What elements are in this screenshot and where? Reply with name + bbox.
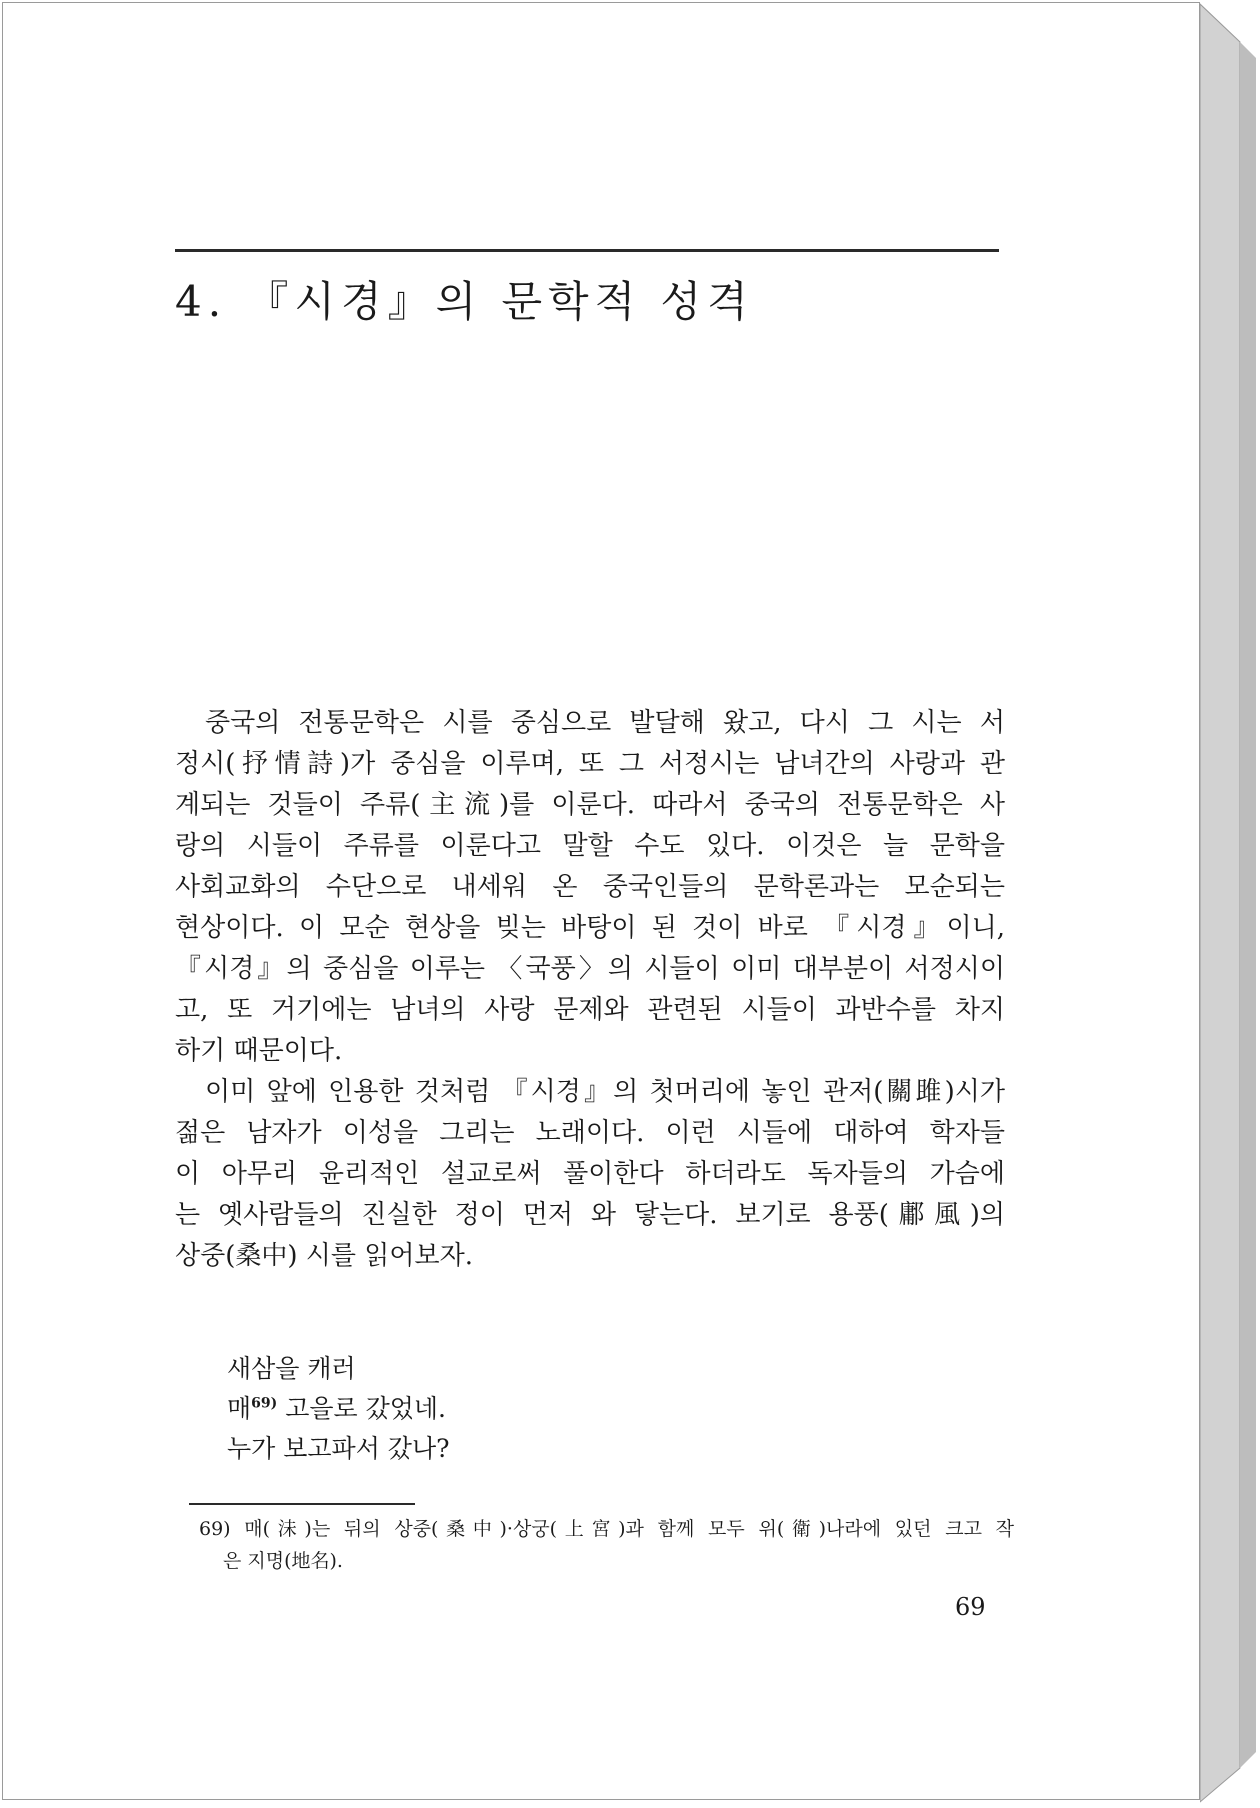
footnote-marker: 69) [251, 1395, 278, 1412]
poem-line-rest: 고을로 갔었네. [277, 1394, 447, 1423]
paragraph-line: 정시(抒情詩)가 중심을 이루며, 또 그 서정시는 남녀간의 사랑과 관 [175, 749, 1005, 779]
paragraph-line: 계되는 것들이 주류(主流)를 이룬다. 따라서 중국의 전통문학은 사 [175, 790, 1005, 820]
poem-line: 새삼을 캐러 [227, 1354, 356, 1383]
paragraph-line: 사회교화의 수단으로 내세워 온 중국인들의 문학론과는 모순되는 [175, 872, 1005, 902]
footnote-rule [189, 1503, 415, 1505]
book-page [2, 2, 1200, 1800]
body-text [175, 703, 1005, 1277]
page-number: 69 [955, 1593, 986, 1621]
chapter-title: 4. 『시경』의 문학적 성격 [175, 277, 754, 326]
poem-line: 누가 보고파서 갔나? [227, 1434, 450, 1463]
paragraph-line: 하기 때문이다. [175, 1036, 343, 1066]
paragraph-2 [175, 1072, 1005, 1277]
footnote-line: 은 지명(地名). [223, 1550, 343, 1572]
footnote [199, 1513, 1014, 1577]
paragraph-line: 현상이다. 이 모순 현상을 빚는 바탕이 된 것이 바로 『시경』이니, [175, 913, 1005, 943]
paragraph-line: 중국의 전통문학은 시를 중심으로 발달해 왔고, 다시 그 시는 서 [205, 708, 1005, 738]
paragraph-line: 랑의 시들이 주류를 이룬다고 말할 수도 있다. 이것은 늘 문학을 [175, 831, 1005, 861]
footnote-line: 69) 매(沬)는 뒤의 상중(桑中)·상궁(上宮)과 함께 모두 위(衛)나라에 있던 크고 작 [199, 1518, 1014, 1540]
paragraph-line: 『시경』의 중심을 이루는 〈국풍〉의 시들이 이미 대부분이 서정시이 [175, 954, 1005, 984]
paragraph-line: 이미 앞에 인용한 것처럼 『시경』의 첫머리에 놓인 관저(關雎)시가 [205, 1077, 1005, 1107]
poem-line [227, 1389, 450, 1429]
paragraph-line: 고, 또 거기에는 남녀의 사랑 문제와 관련된 시들이 과반수를 차지 [175, 995, 1005, 1025]
chapter-top-rule [175, 249, 999, 252]
poem-line-prefix: 매 [227, 1394, 252, 1423]
paragraph-line: 상중(桑中) 시를 읽어보자. [175, 1241, 474, 1271]
paragraph-line: 젊은 남자가 이성을 그리는 노래이다. 이런 시들에 대하여 학자들 [175, 1118, 1005, 1148]
paragraph-line: 는 옛사람들의 진실한 정이 먼저 와 닿는다. 보기로 용풍(鄘風)의 [175, 1200, 1005, 1230]
poem-quote [227, 1349, 450, 1469]
paragraph-1 [175, 703, 1005, 1072]
paragraph-line: 이 아무리 윤리적인 설교로써 풀이한다 하더라도 독자들의 가슴에 [175, 1159, 1005, 1189]
